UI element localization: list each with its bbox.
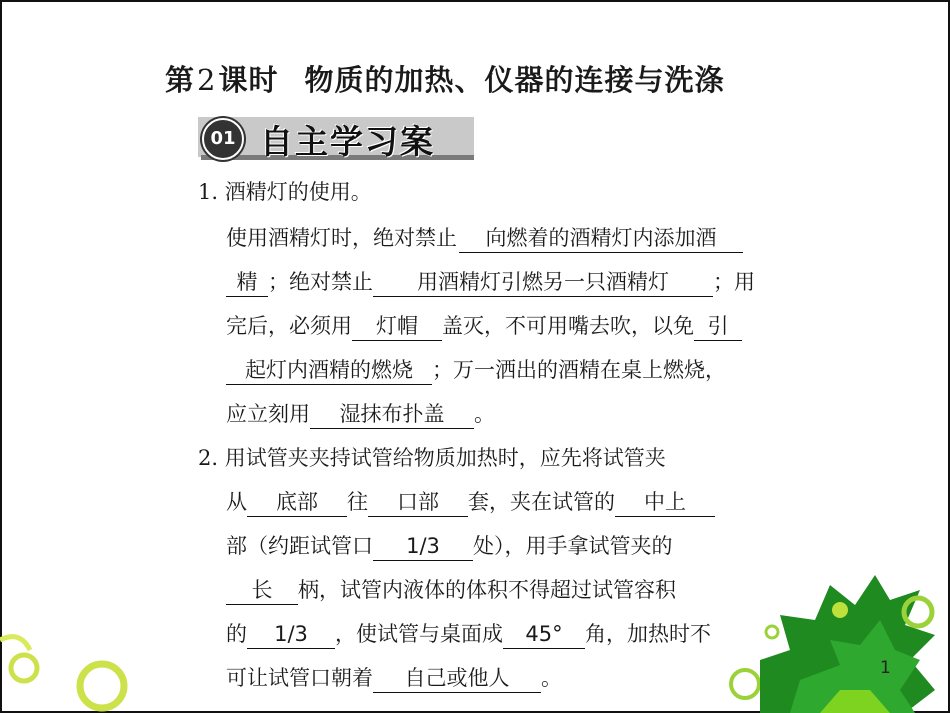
q1-answer-1b: 精 <box>226 268 268 297</box>
q2-line-3 <box>226 530 673 562</box>
q1-line-5 <box>226 398 495 430</box>
q2-text: 的 <box>226 622 247 646</box>
q1-line-1 <box>226 222 743 254</box>
lesson-title <box>165 58 725 99</box>
q2-answer-5: 长 <box>226 576 298 605</box>
q2-answer-3: 中上 <box>615 488 715 517</box>
page-number: 1 <box>880 658 891 678</box>
q1-heading: 1. 酒精灯的使用。 <box>198 180 372 204</box>
q1-line-4 <box>226 354 726 386</box>
q1-line-2 <box>226 266 755 298</box>
swirl-left <box>0 637 30 650</box>
q1-answer-3: 灯帽 <box>352 312 442 341</box>
q1-text: ；万一洒出的酒精在桌上燃烧， <box>432 358 726 382</box>
q1-text: 。 <box>474 402 495 426</box>
lesson-number: 2 <box>197 63 217 97</box>
maple-leaf-graphic <box>760 575 935 713</box>
q2-answer-1: 底部 <box>247 488 347 517</box>
q1-text: ；用 <box>713 270 755 294</box>
q1-answer-4a: 引 <box>694 312 742 341</box>
section-label: 自主学习案 <box>260 122 435 161</box>
ring-left-small <box>11 655 37 681</box>
q1-text: 应立刻用 <box>226 402 310 426</box>
q1-answer-2: 用酒精灯引燃另一只酒精灯 <box>373 268 713 297</box>
q2-answer-8: 自己或他人 <box>373 664 541 693</box>
q2-line-4 <box>226 574 676 606</box>
q1-line-3 <box>226 310 742 342</box>
q1-answer-4b: 起灯内酒精的燃烧 <box>226 356 432 385</box>
q2-answer-4: 1/3 <box>373 532 473 561</box>
q1-text: 完后，必须用 <box>226 314 352 338</box>
q2-text: 处），用手拿试管夹的 <box>473 534 673 558</box>
q2-line-1: 2. 用试管夹夹持试管给物质加热时，应先将试管夹 <box>198 446 666 470</box>
q1-answer-5: 湿抹布扑盖 <box>310 400 474 429</box>
q2-text: 套，夹在试管的 <box>468 490 615 514</box>
q2-text: 可让试管口朝着 <box>226 666 373 690</box>
q2-answer-7: 45° <box>503 620 585 649</box>
title-prefix: 第 <box>165 63 196 97</box>
q2-text: 角，加热时不 <box>585 622 711 646</box>
q2-line-5 <box>226 618 711 650</box>
ring-left-large <box>80 664 124 708</box>
q2-text: 柄，试管内液体的体积不得超过试管容积 <box>298 578 676 602</box>
q1-text: ；绝对禁止 <box>268 270 373 294</box>
q2-text: ，使试管与桌面成 <box>335 622 503 646</box>
q2-line-2 <box>226 486 715 518</box>
section-badge <box>198 113 476 160</box>
section-number: 01 <box>202 118 244 160</box>
q1-text: 盖灭，不可用嘴去吹，以免 <box>442 314 694 338</box>
q1-text: 使用酒精灯时，绝对禁止 <box>226 226 457 250</box>
title-suffix: 课时 <box>218 63 279 97</box>
q2-text: 。 <box>541 666 562 690</box>
q2-line-6 <box>226 662 562 694</box>
q2-text: 部（约距试管口 <box>226 534 373 558</box>
q2-text: 往 <box>347 490 368 514</box>
q2-answer-2: 口部 <box>368 488 468 517</box>
q2-answer-6: 1/3 <box>247 620 335 649</box>
q2-text: 从 <box>226 490 247 514</box>
title-topic: 物质的加热、仪器的连接与洗涤 <box>304 63 725 97</box>
q1-answer-1a: 向燃着的酒精灯内添加酒 <box>459 224 743 253</box>
